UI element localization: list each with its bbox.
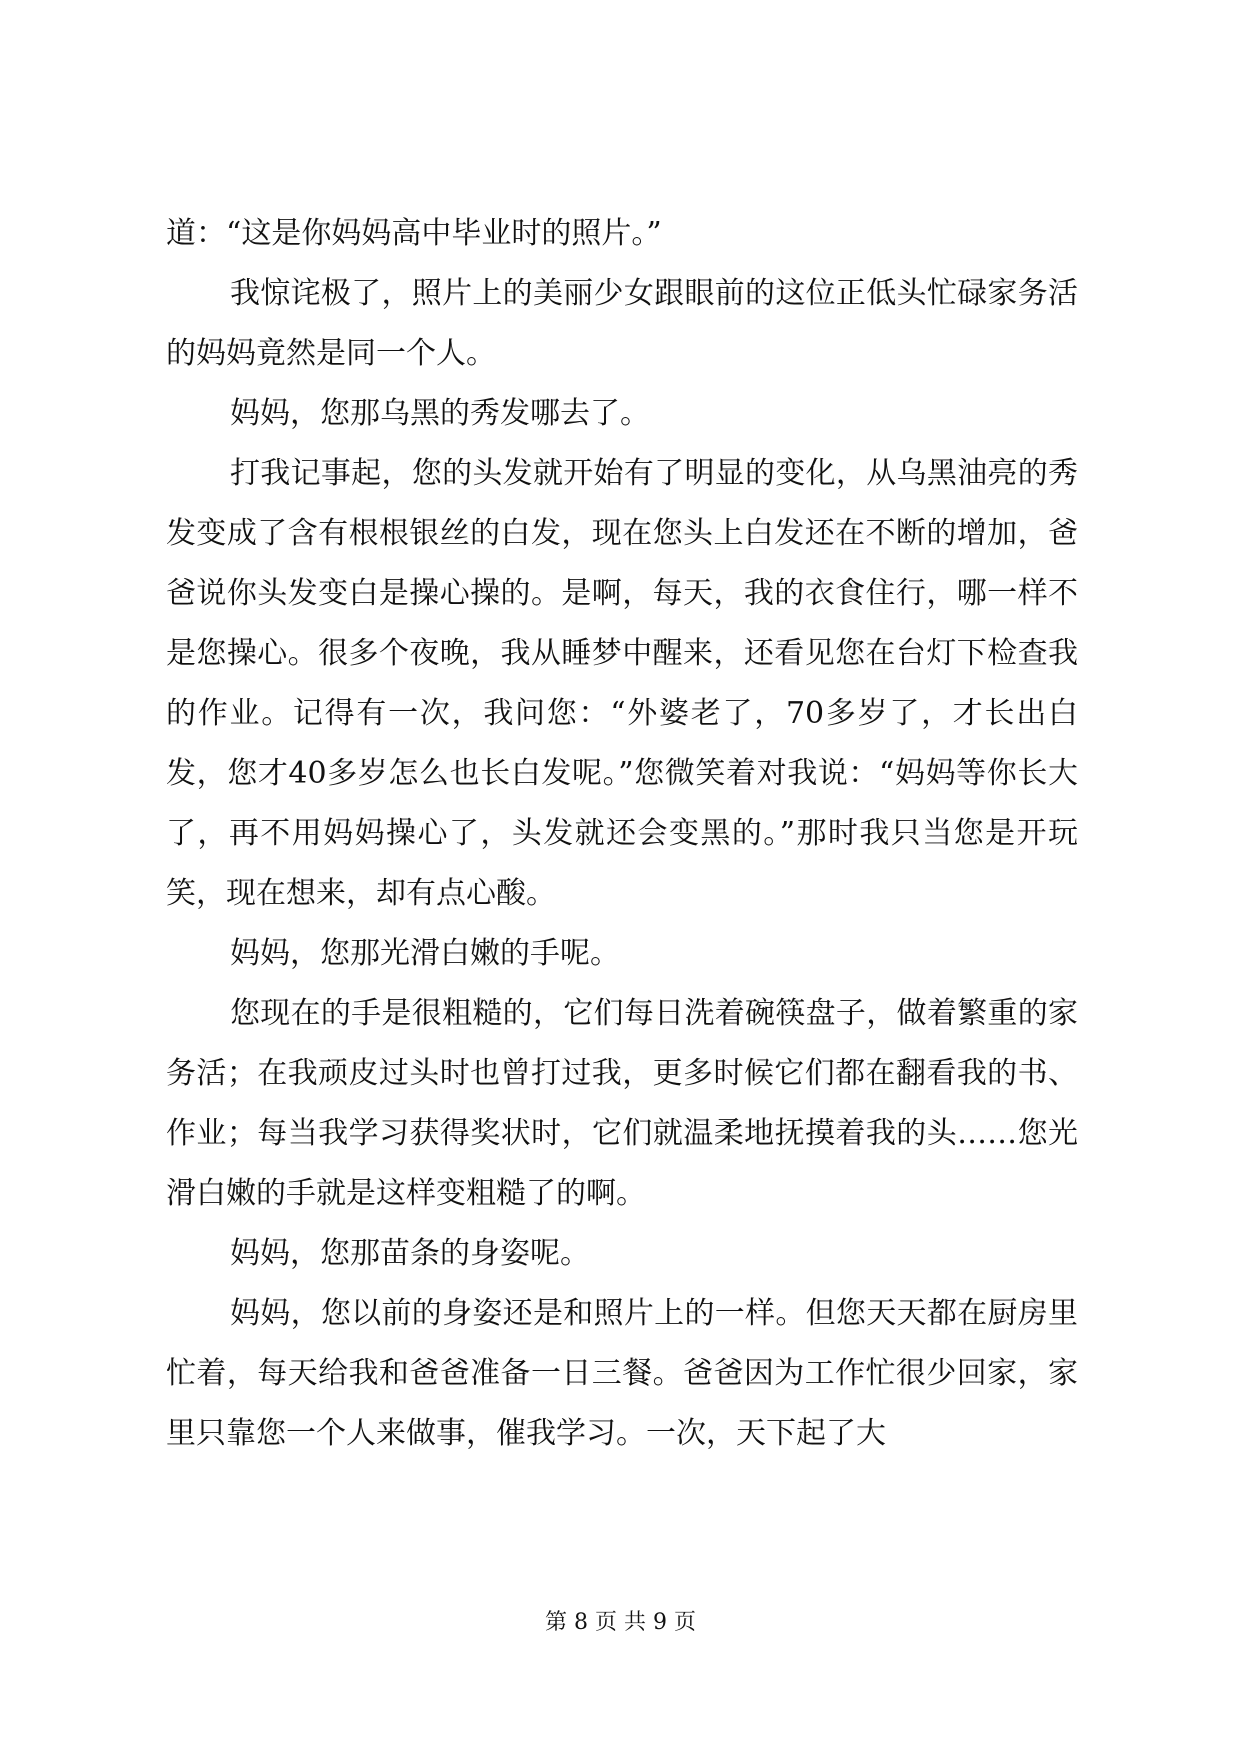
page-footer: 第 8 页 共 9 页	[545, 1610, 696, 1635]
body-text	[166, 204, 1078, 1464]
paragraph: 妈妈，您那乌黑的秀发哪去了。	[230, 396, 650, 431]
paragraph: 打我记事起，您的头发就开始有了明显的变化，从乌黑油亮的秀发变成了含有根根银丝的白发，现在您头上白发还在不断的增加，爸爸说你头发变白是操心操的。是啊，每天，我的衣食住行，哪一样不是您操心。很多个夜晚，我从睡梦中醒来，还看见您在台灯下检查我的作业。记得有一次，我问您：“外婆老了，70多岁了，才长出白发，您才40多岁怎么也长白发呢。”您微笑着对我说：“妈妈等你长大了，再不用妈妈操心了，头发就还会变黑的。”那时我只当您是开玩笑，现在想来，却有点心酸。	[166, 456, 1078, 911]
paragraph: 道：“这是你妈妈高中毕业时的照片。”	[166, 216, 662, 251]
paragraph: 妈妈，您那光滑白嫩的手呢。	[230, 936, 620, 971]
paragraph: 您现在的手是很粗糙的，它们每日洗着碗筷盘子，做着繁重的家务活；在我顽皮过头时也曾打过我，更多时候它们都在翻看我的书、作业；每当我学习获得奖状时，它们就温柔地抚摸着我的头……您光滑白嫩的手就是这样变粗糙了的啊。	[166, 996, 1078, 1211]
paragraph: 妈妈，您以前的身姿还是和照片上的一样。但您天天都在厨房里忙着，每天给我和爸爸准备一日三餐。爸爸因为工作忙很少回家，家里只靠您一个人来做事，催我学习。一次，天下起了大	[166, 1296, 1078, 1451]
paragraph: 妈妈，您那苗条的身姿呢。	[230, 1236, 590, 1271]
paragraph: 我惊诧极了，照片上的美丽少女跟眼前的这位正低头忙碌家务活的妈妈竟然是同一个人。	[166, 276, 1078, 371]
